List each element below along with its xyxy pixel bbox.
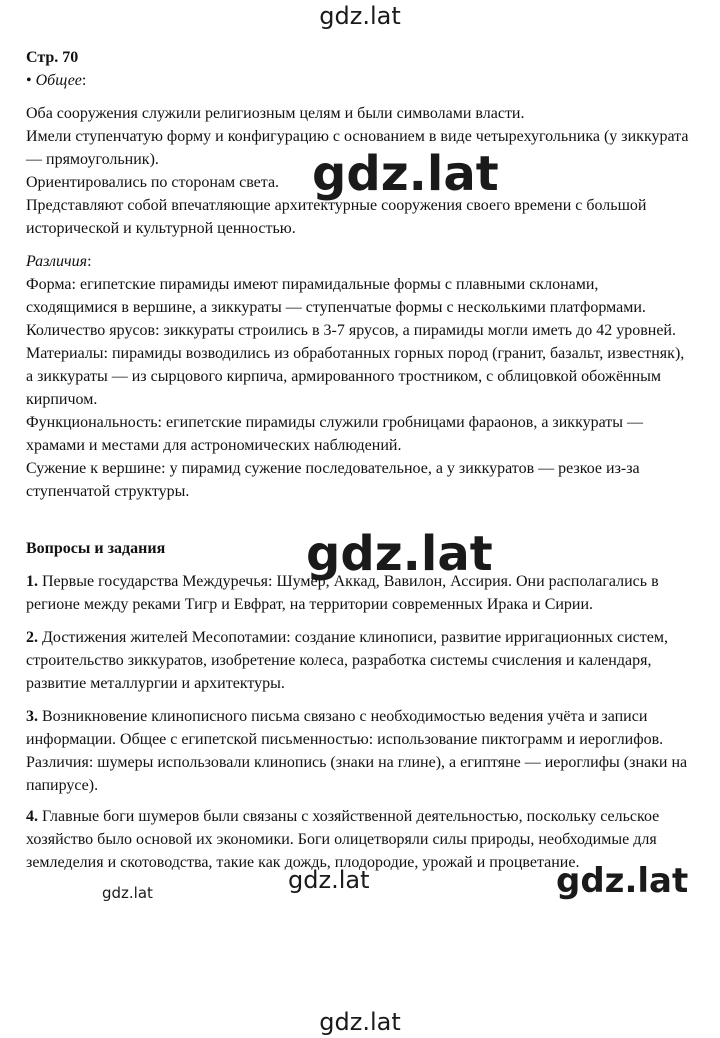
common-paragraph: Оба сооружения служили религиозным целям и были символами власти. — [26, 105, 525, 122]
diff-label-line — [26, 250, 690, 273]
bullet-icon: • — [26, 72, 32, 89]
answer-number: 2. — [26, 629, 38, 646]
answer-text: Достижения жителей Месопотамии: создание клинописи, развитие ирригационных систем, строительство зиккуратов, изобретение колеса, разработка системы счисления и календаря, развитие металлургии и архитектуры. — [26, 629, 668, 692]
answer-text: Первые государства Междуречья: Шумер, Аккад, Вавилон, Ассирия. Они располагались в регионе между реками Тигр и Евфрат, на территории современных Ирака и Сирии. — [26, 573, 659, 613]
diff-label-colon: : — [87, 253, 92, 270]
diff-paragraph: Функциональность: египетские пирамиды служили гробницами фараонов, а зиккураты — храмами и местами для астрономических наблюдений. — [26, 414, 644, 454]
diff-paragraph: Материалы: пирамиды возводились из обработанных горных пород (гранит, базальт, известняк), а зиккураты — из сырцового кирпича, армированного тростником, с облицовкой обожённым кирпичом. — [26, 345, 685, 408]
common-label-colon: : — [81, 72, 87, 89]
answer-text: Главные боги шумеров были связаны с хозяйственной деятельностью, поскольку сельское хозяйство было основой их экономики. Боги олицетворяли силы природы, необходимые для земледелия и скотоводства, такие как дождь, плодородие, урожай и процветание. — [26, 808, 660, 871]
watermark-bottom: gdz.lat — [319, 1008, 401, 1036]
watermark-large: gdz.lat — [312, 146, 499, 202]
answer-text: Возникновение клинописного письма связано с необходимостью ведения учёта и записи информации. Общее с египетской письменностью: использование пиктограмм и иероглифов. Различия: шумеры использовали клинопись (знаки на глине), а египтяне — иероглифы (знаки на папирусе). — [26, 708, 688, 794]
watermark-medium: gdz.lat — [288, 866, 370, 894]
answer-number: 4. — [26, 808, 38, 825]
answer-number: 3. — [26, 708, 38, 725]
answer-item — [26, 705, 690, 797]
answer-number: 1. — [26, 573, 38, 590]
watermark-small: gdz.lat — [102, 884, 153, 902]
common-paragraph: Имели ступенчатую форму и конфигурацию с основанием в виде четырехугольника (у зиккурата — прямоугольник). — [26, 128, 689, 168]
diff-label: Различия — [26, 253, 88, 270]
watermark-right: gdz.lat — [556, 861, 689, 901]
common-label-line — [26, 69, 690, 92]
diff-paragraph: Количество ярусов: зиккураты строились в 3-7 ярусов, а пирамиды могли иметь до 42 уровней. — [26, 322, 676, 339]
page-number-heading: Стр. 70 — [26, 49, 79, 66]
common-paragraph: Ориентировались по сторонам света. — [26, 174, 280, 191]
watermark-top: gdz.lat — [319, 2, 401, 30]
diff-paragraph: Форма: египетские пирамиды имеют пирамидальные формы с плавными склонами, сходящимися в вершине, а зиккураты — ступенчатые формы с несколькими платформами. — [26, 276, 646, 316]
section-heading: Вопросы и задания — [26, 540, 166, 557]
common-label: Общее — [35, 72, 82, 89]
answer-item — [26, 626, 690, 695]
diff-paragraph: Сужение к вершине: у пирамид сужение последовательное, а у зиккуратов — резкое из-за ступенчатой структуры. — [26, 460, 640, 500]
watermark-large: gdz.lat — [306, 526, 493, 582]
common-paragraph: Представляют собой впечатляющие архитектурные сооружения своего времени с большой исторической и культурной ценностью. — [26, 197, 647, 237]
